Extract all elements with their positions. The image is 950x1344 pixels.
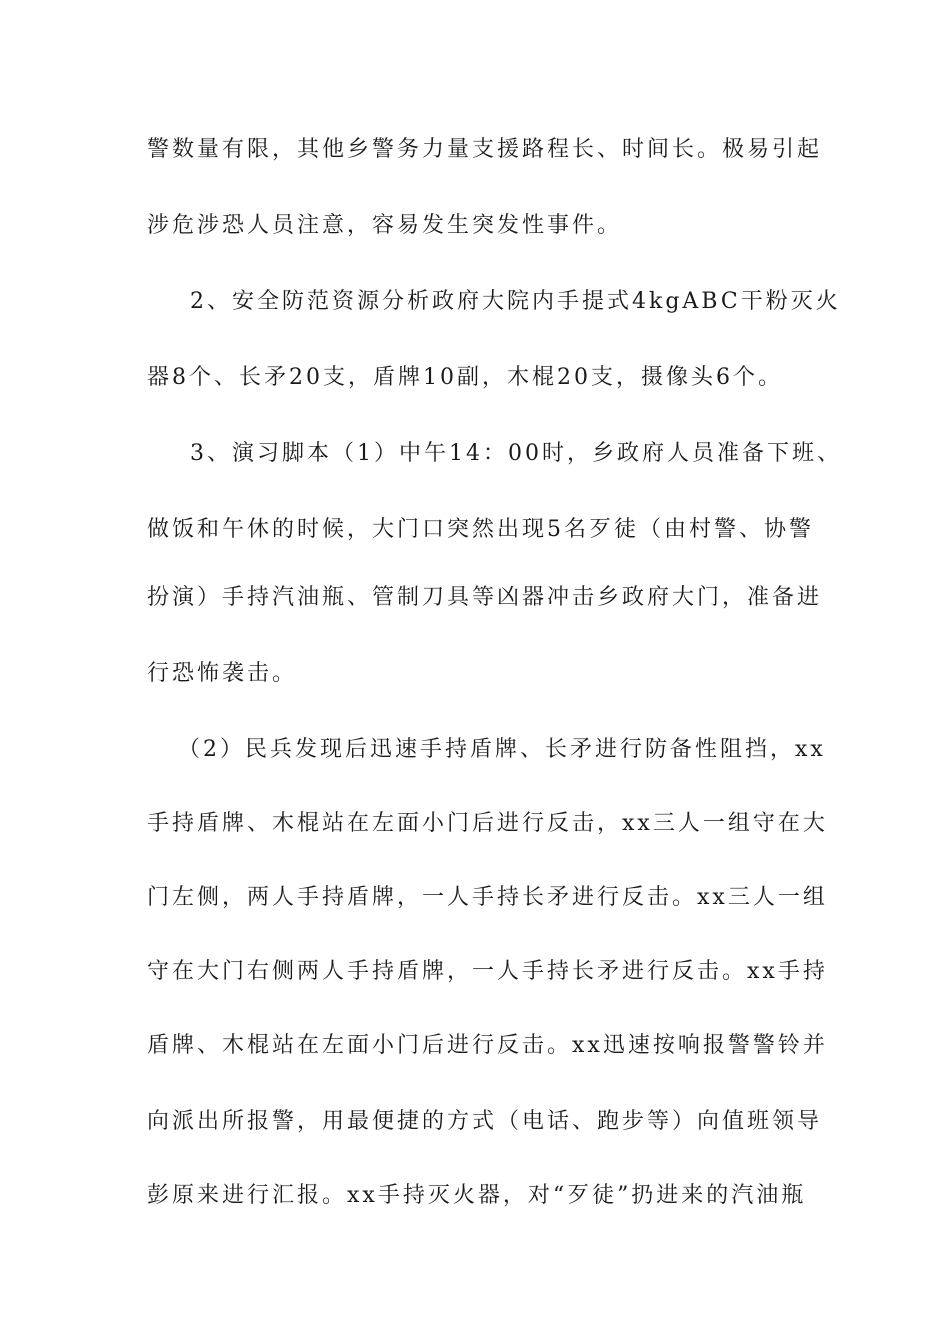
paragraph-line-8: 行恐怖袭击。 [147,661,298,686]
paragraph-line-12: 守在大门右侧两人手持盾牌，一人手持长矛进行反击。xx手持 [147,959,828,984]
paragraph-line-3: 2、安全防范资源分析政府大院内手提式4kgABC干粉灭火 [190,289,841,314]
paragraph-line-11: 门左侧，两人手持盾牌，一人手持长矛进行反击。xx三人一组 [147,885,828,910]
paragraph-line-9: （2）民兵发现后迅速手持盾牌、长矛进行防备性阻挡，xx [178,737,826,762]
paragraph-line-7: 扮演）手持汽油瓶、管制刀具等凶器冲击乡政府大门，准备进 [147,585,823,610]
paragraph-line-6: 做饭和午休的时候，大门口突然出现5名歹徒（由村警、协警 [147,517,814,542]
paragraph-line-2: 涉危涉恐人员注意，容易发生突发性事件。 [147,213,623,238]
paragraph-line-1: 警数量有限，其他乡警务力量支援路程长、时间长。极易引起 [147,137,823,162]
paragraph-line-5: 3、演习脚本（1）中午14：00时，乡政府人员准备下班、 [190,441,842,466]
paragraph-line-13: 盾牌、木棍站在左面小门后进行反击。xx迅速按响报警警铃并 [147,1033,828,1058]
paragraph-line-4: 器8个、长矛20支，盾牌10副，木棍20支，摄像头6个。 [147,365,783,390]
paragraph-line-14: 向派出所报警，用最便捷的方式（电话、跑步等）向值班领导 [147,1109,823,1134]
paragraph-line-15: 彭原来进行汇报。xx手持灭火器，对“歹徒”扔进来的汽油瓶 [147,1183,807,1208]
paragraph-line-10: 手持盾牌、木棍站在左面小门后进行反击，xx三人一组守在大 [147,811,828,836]
